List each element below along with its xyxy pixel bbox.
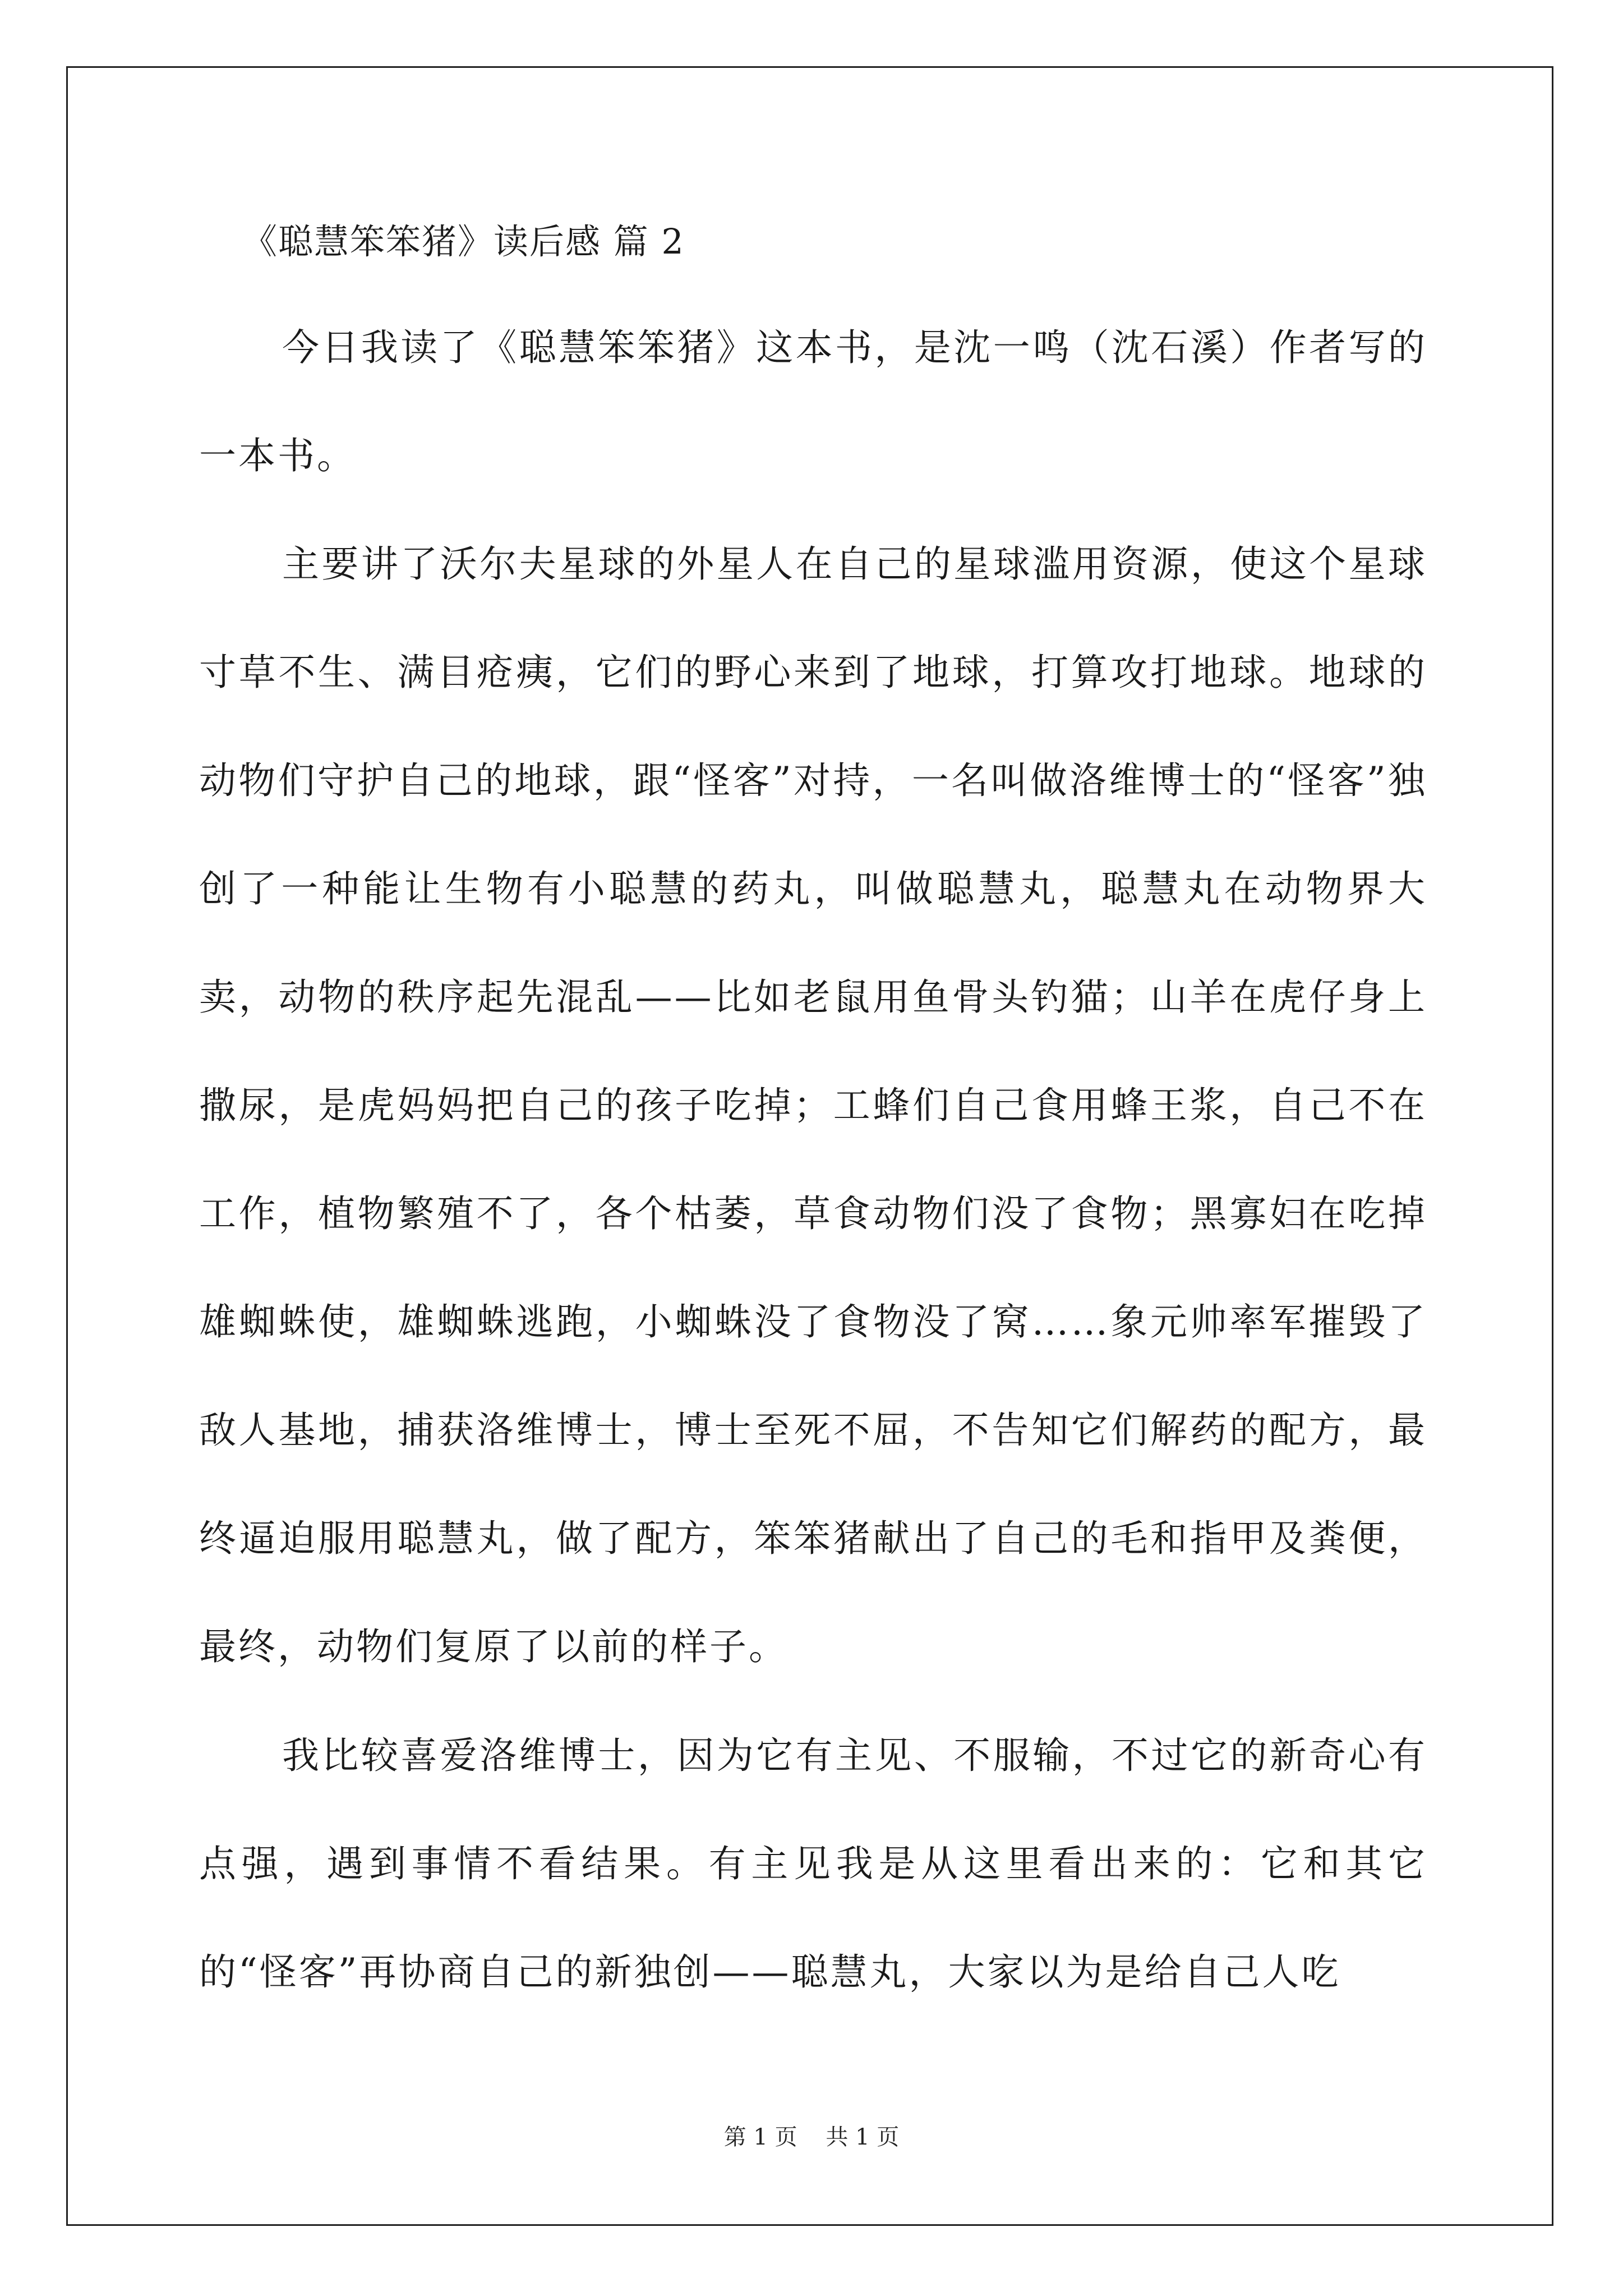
paragraph-2: 主要讲了沃尔夫星球的外星人在自己的星球滥用资源，使这个星球寸草不生、满目疮痍，它们的野心来到了地球，打算攻打地球。地球的动物们守护自己的地球，跟“怪客”对持，一名叫做洛维博士的“怪客”独创了一种能让生物有小聪慧的药丸，叫做聪慧丸，聪慧丸在动物界大卖，动物的秩序起先混乱——比如老鼠用鱼骨头钓猫；山羊在虎仔身上撒尿，是虎妈妈把自己的孩子吃掉；工蜂们自己食用蜂王浆，自己不在工作，植物繁殖不了，各个枯萎，草食动物们没了食物；黑寡妇在吃掉雄蜘蛛使，雄蜘蛛逃跑，小蜘蛛没了食物没了窝……象元帅率军摧毁了敌人基地，捕获洛维博士，博士至死不屈，不告知它们解药的配方，最终逼迫服用聪慧丸，做了配方，笨笨猪献出了自己的毛和指甲及粪便，最终，动物们复原了以前的样子。: [199, 542, 1427, 1668]
document-title: 《聪慧笨笨猪》读后感 篇 2: [242, 221, 685, 262]
paragraph-1: 今日我读了《聪慧笨笨猪》这本书，是沈一鸣（沈石溪）作者写的一本书。: [199, 326, 1427, 477]
page-footer: 第 1 页 共 1 页: [723, 2124, 900, 2150]
paragraph-3: 我比较喜爱洛维博士，因为它有主见、不服输，不过它的新奇心有点强，遇到事情不看结果。有主见我是从这里看出来的：它和其它的“怪客”再协商自己的新独创——聪慧丸，大家以为是给自己人吃: [199, 1734, 1427, 1994]
